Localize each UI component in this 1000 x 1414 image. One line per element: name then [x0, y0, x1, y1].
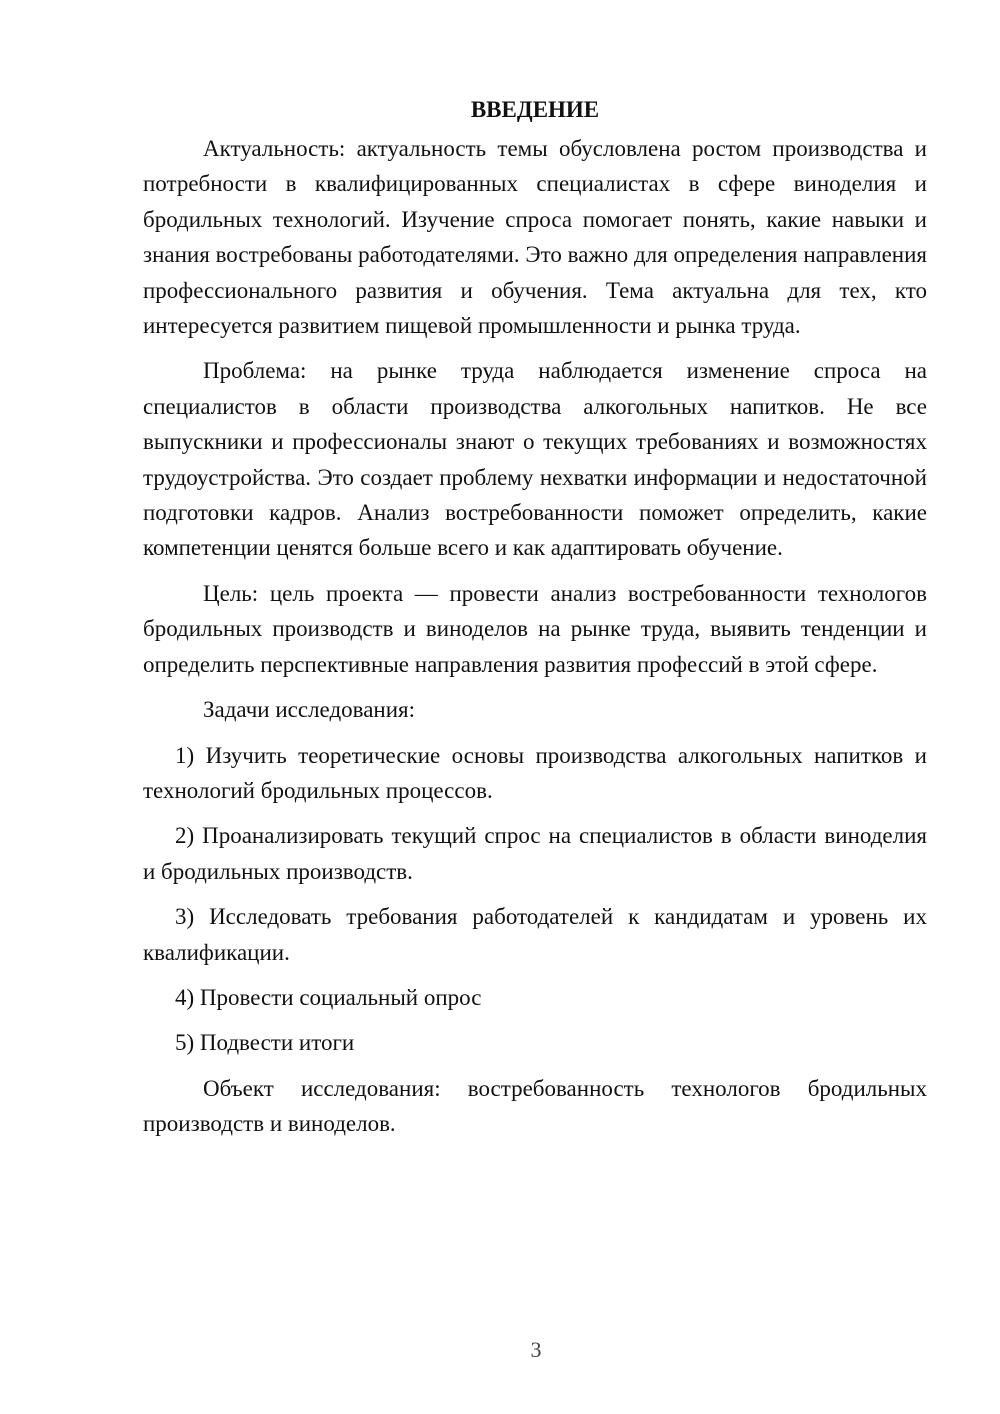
tasks-heading: Задачи исследования:	[203, 697, 416, 723]
paragraph-goal: Цель: цель проекта — провести анализ востребованности технологов бродильных производств и виноделов на рынке труда, выявить тенденции и определить перспективные направления развития профессий в этой сфере.	[143, 580, 927, 677]
paragraph-object: Объект исследования: востребованность технологов бродильных производств и виноделов.	[143, 1075, 927, 1137]
paragraph-relevance: Актуальность: актуальность темы обусловлена ростом производства и потребности в квалифицированных специалистах в сфере виноделия и бродильных технологий. Изучение спроса помогает понять, какие навыки и знания востребованы работодателями. Это важно для определения направления профессионального развития и обучения. Тема актуальна для тех, кто интересуется развитием пищевой промышленности и рынка труда.	[143, 136, 927, 339]
page-content	[143, 91, 927, 1152]
task-item-4: 4) Провести социальный опрос	[175, 984, 482, 1010]
page-number: 3	[530, 1337, 542, 1362]
task-item-1: 1) Изучить теоретические основы производства алкогольных напитков и технологий бродильных процессов.	[143, 742, 927, 803]
task-item-3: 3) Исследовать требования работодателей к кандидатам и уровень их квалификации.	[143, 904, 927, 965]
task-item-5: 5) Подвести итоги	[175, 1030, 355, 1056]
task-item-2: 2) Проанализировать текущий спрос на специалистов в области виноделия и бродильных производств.	[143, 823, 927, 884]
page-title: ВВЕДЕНИЕ	[470, 97, 600, 122]
paragraph-problem: Проблема: на рынке труда наблюдается изменение спроса на специалистов в области производства алкогольных напитков. Не все выпускники и профессионалы знают о текущих требованиях и возможностях трудоустройства. Это создает проблему нехватки информации и недостаточной подготовки кадров. Анализ востребованности поможет определить, какие компетенции ценятся больше всего и как адаптировать обучение.	[143, 358, 927, 561]
